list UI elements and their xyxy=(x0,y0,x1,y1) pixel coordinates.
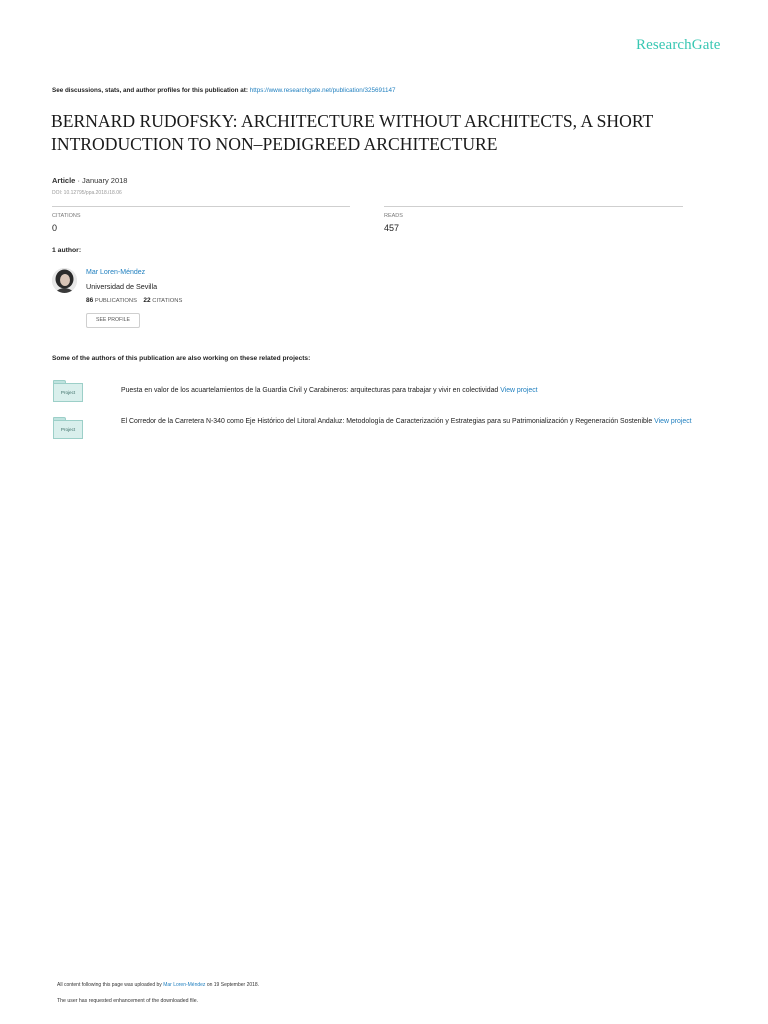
researchgate-logo[interactable]: ResearchGate xyxy=(636,37,721,53)
publications-count: 86 xyxy=(86,297,94,304)
author-citations-label: CITATIONS xyxy=(152,298,183,304)
project-folder-icon[interactable] xyxy=(53,417,83,439)
view-project-link[interactable]: View project xyxy=(500,387,538,394)
publication-title: BERNARD RUDOFSKY: ARCHITECTURE WITHOUT ARCHITECTS, A SHORT INTRODUCTION TO NON–PEDIGREED ARCHITECTURE xyxy=(51,111,653,154)
project-folder-icon[interactable] xyxy=(53,380,83,402)
project-item xyxy=(121,385,697,397)
related-projects-heading: Some of the authors of this publication are also working on these related projects: xyxy=(52,355,311,362)
author-affiliation: Universidad de Sevilla xyxy=(86,282,158,291)
publication-meta xyxy=(52,176,127,185)
reads-value: 457 xyxy=(384,223,400,233)
see-profile-button[interactable]: SEE PROFILE xyxy=(86,313,140,328)
view-project-link[interactable]: View project xyxy=(654,418,692,425)
citations-divider xyxy=(52,206,350,207)
publication-type: Article xyxy=(52,176,76,185)
publication-url-link[interactable]: https://www.researchgate.net/publication/325691147 xyxy=(249,87,396,94)
author-name-link[interactable]: Mar Loren-Méndez xyxy=(86,269,146,276)
project-item xyxy=(121,416,697,428)
avatar-portrait-icon xyxy=(52,268,77,293)
citations-label: CITATIONS xyxy=(52,213,81,219)
author-avatar[interactable] xyxy=(52,268,77,293)
author-citations-count: 22 xyxy=(143,297,151,304)
authors-heading: 1 author: xyxy=(52,247,82,254)
doi-text: DOI: 10.12795/ppa.2018.i18.06 xyxy=(52,190,122,196)
meta-separator: · xyxy=(77,176,83,185)
uploader-link[interactable]: Mar Loren-Méndez xyxy=(163,982,206,988)
citations-value: 0 xyxy=(52,223,58,233)
publications-label: PUBLICATIONS xyxy=(94,298,137,304)
enhancement-note: The user has requested enhancement of the downloaded file. xyxy=(57,998,199,1004)
upload-suffix: on 19 September 2018. xyxy=(206,982,260,988)
reads-divider xyxy=(384,206,683,207)
project-title: Puesta en valor de los acuartelamientos de la Guardia Civil y Carabineros: arquitecturas para trabajar y vivir en colectividad xyxy=(121,387,499,394)
publication-date: January 2018 xyxy=(82,176,128,185)
discussion-line xyxy=(52,87,396,94)
author-stats xyxy=(86,297,182,304)
project-title: El Corredor de la Carretera N-340 como Eje Histórico del Litoral Andaluz: Metodología de Caracterización y Estrategias para su Patrimonialización y Regeneración Sostenible xyxy=(121,418,653,425)
reads-label: READS xyxy=(384,213,403,219)
project-icon-label: Project xyxy=(53,420,83,439)
project-icon-label: Project xyxy=(53,383,83,402)
discussion-prefix: See discussions, stats, and author profiles for this publication at: xyxy=(52,87,248,94)
upload-prefix: All content following this page was uploaded by xyxy=(57,982,162,988)
upload-note xyxy=(57,982,259,988)
